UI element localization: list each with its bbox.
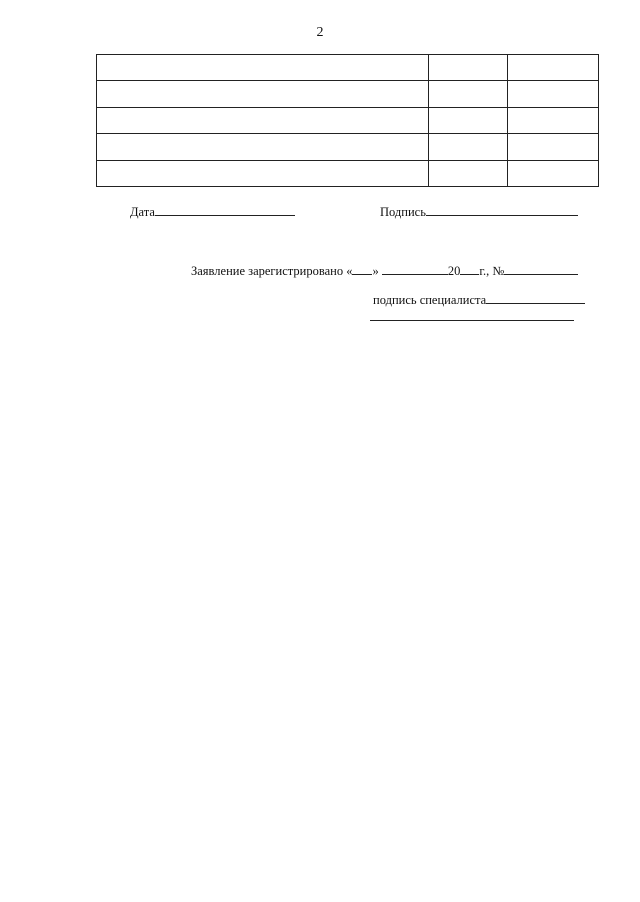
table-cell [508,55,599,81]
table-cell [97,160,429,186]
table-cell [429,160,508,186]
signature-blank[interactable] [426,203,578,216]
table-cell [429,107,508,133]
registration-line [191,262,578,279]
registration-year-blank[interactable] [460,262,479,275]
table-row [97,55,599,81]
table-cell [429,55,508,81]
signature-field [380,203,578,220]
table-cell [97,55,429,81]
table-cell [508,160,599,186]
table-cell [97,81,429,107]
specialist-name-blank[interactable] [370,320,574,321]
table-cell [429,134,508,160]
registration-prefix: Заявление зарегистрировано « [191,264,353,278]
page-number: 2 [316,25,324,40]
specialist-signature-blank[interactable] [486,291,585,304]
table-cell [508,81,599,107]
signature-label: Подпись [380,205,426,219]
registration-year-prefix: 20 [447,264,461,278]
registration-day-blank[interactable] [352,262,372,275]
specialist-signature-line [373,291,585,308]
registration-number-blank[interactable] [504,262,578,275]
registration-month-blank[interactable] [382,262,448,275]
table-cell [508,107,599,133]
table-cell [429,81,508,107]
table-row [97,134,599,160]
specialist-label: подпись специалиста [373,293,487,307]
table-cell [97,134,429,160]
table-row [97,107,599,133]
table-row [97,160,599,186]
registration-quote-close: » [372,264,379,278]
date-field [130,203,295,220]
table-cell [508,134,599,160]
table-row [97,81,599,107]
date-label: Дата [130,205,155,219]
registration-year-suffix: г., № [479,264,505,278]
date-blank[interactable] [155,203,295,216]
form-table [96,54,599,187]
table-cell [97,107,429,133]
